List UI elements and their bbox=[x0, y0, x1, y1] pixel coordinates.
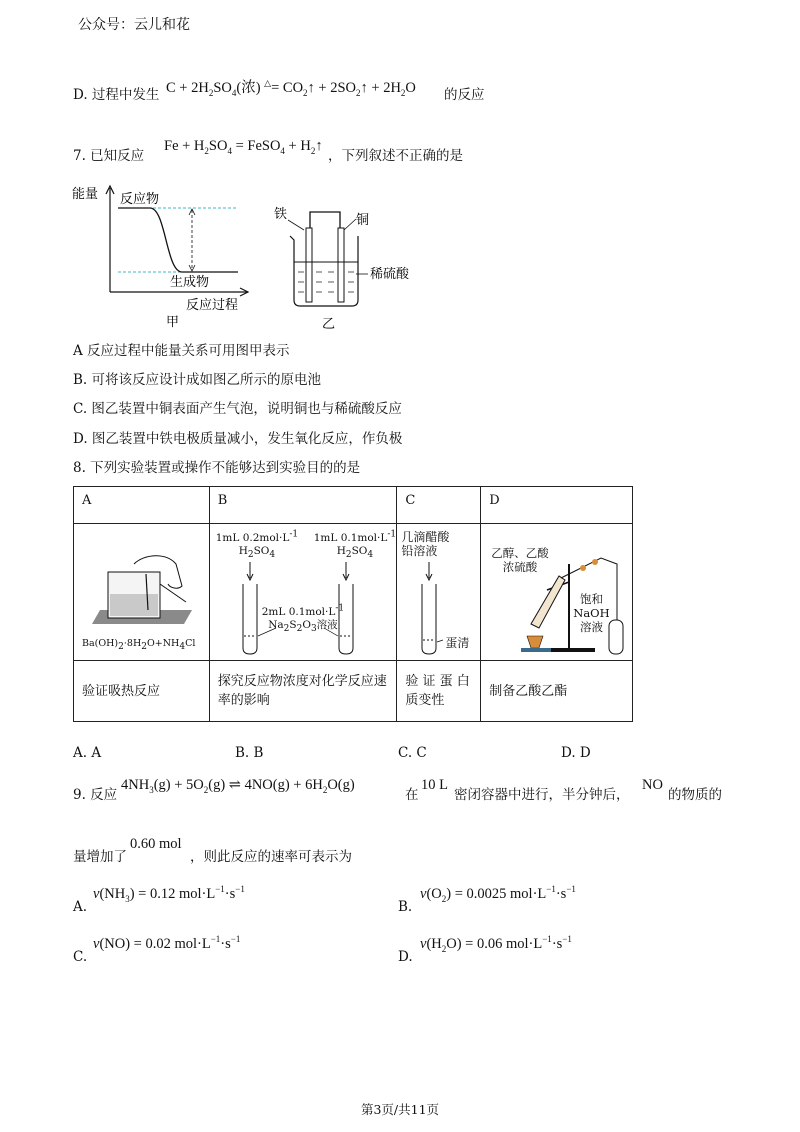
q7-equation: $Fe + H_2SO_4$ = FeSO$_4$ + $H_2↑$ bbox=[164, 138, 323, 156]
q9-option-a-label[interactable]: A. bbox=[73, 899, 88, 915]
q6-option-d-equation: $C + 2H_2SO_4$(浓) $^\triangle= CO_2↑$ + $2SO_2↑ + 2H_2O$ bbox=[166, 78, 416, 98]
dilute-sulfuric-acid-label: 稀硫酸 bbox=[370, 267, 410, 282]
galvanic-cell-yi bbox=[270, 200, 420, 332]
ester-apparatus-icon bbox=[481, 524, 633, 660]
q7-option-d[interactable]: D. 图乙装置中铁电极质量减小，发生氧化反应，作负极 bbox=[73, 431, 403, 447]
q8-header-a: A bbox=[74, 487, 210, 524]
q9-option-c[interactable]: v(NO) = 0.02 $mol\cdot L^{-1}\cdot s^{-1}$ bbox=[93, 934, 241, 952]
test-tube-left bbox=[243, 584, 257, 654]
q9-option-d[interactable]: $v(H_2O) = 0.06$ $mol\cdot L^{-1}\cdot s^{-1}$ bbox=[420, 934, 572, 954]
q8-caption-a: 验证吸热反应 bbox=[74, 661, 210, 722]
q8-c-egg-white: 蛋清 bbox=[445, 636, 470, 650]
q9-option-d-label[interactable]: D. bbox=[398, 949, 413, 965]
q8-caption-c: 验 证 蛋 白 质变性 bbox=[397, 661, 481, 722]
q9-volume: 10 L bbox=[421, 777, 448, 793]
figure-yi-caption: 乙 bbox=[322, 317, 336, 332]
q8-option-b[interactable]: B. B bbox=[235, 745, 264, 761]
q9-amount: 0.60 mol bbox=[130, 836, 182, 852]
q8-image-b bbox=[209, 524, 397, 661]
q9-option-b-label[interactable]: B. bbox=[398, 899, 413, 915]
copper-label: 铜 bbox=[356, 213, 370, 228]
q8-image-a bbox=[74, 524, 210, 661]
q8-table bbox=[73, 486, 633, 722]
q8-image-c bbox=[397, 524, 481, 661]
q7-option-b[interactable]: B. 可将该反应设计成如图乙所示的原电池 bbox=[73, 372, 322, 388]
q9-mid3: 的物质的 bbox=[668, 787, 722, 803]
q7-option-a[interactable]: A 反应过程中能量关系可用图甲表示 bbox=[73, 343, 290, 359]
q9-species: NO bbox=[642, 777, 663, 793]
q8-option-a[interactable]: A. A bbox=[73, 745, 102, 761]
q9-option-c-label[interactable]: C. bbox=[73, 949, 88, 965]
q8-d-reagents: 乙醇、乙酸 浓硫酸 bbox=[491, 546, 549, 574]
q9-line2-suffix: ，则此反应的速率可表示为 bbox=[190, 849, 352, 865]
q8-b-right-reagent: 1mL $0.1mol\cdot L^{-1}$ $H_2SO_4$ bbox=[313, 529, 397, 561]
copper-electrode bbox=[338, 228, 344, 302]
q6-option-d-label: D. 过程中发生 bbox=[73, 87, 160, 103]
q9-option-b[interactable]: $v(O_2) = 0.0025$ $mol\cdot L^{-1}\cdot s^{-1}$ bbox=[420, 884, 576, 904]
q8-header-b: B bbox=[209, 487, 397, 524]
q9-option-a[interactable]: $v(NH_3) = 0.12$ $mol\cdot L^{-1}\cdot s^{-1}$ bbox=[93, 884, 245, 904]
energy-curve bbox=[118, 208, 238, 272]
q9-line2-prefix: 量增加了 bbox=[73, 849, 127, 865]
q8-b-mid-reagent: 2mL $0.1mol\cdot L^{-1}$ $Na_2S_2O_3$溶液 bbox=[261, 603, 345, 635]
q8-option-d[interactable]: D. D bbox=[561, 745, 591, 761]
q8-option-c[interactable]: C. C bbox=[398, 745, 427, 761]
q9-mid2: 密闭容器中进行，半分钟后， bbox=[454, 787, 630, 803]
q8-header-d: D bbox=[481, 487, 633, 524]
q9-equation: $4NH_3(g) + 5O_2(g)$ ⇌ $4NO(g) + 6H_2O(g)$ bbox=[121, 777, 355, 795]
iron-label: 铁 bbox=[274, 207, 288, 222]
q8-c-reagent: 几滴醋酸 铅溶液 bbox=[401, 530, 450, 558]
q8-a-reagent: $Ba(OH)_2\cdot 8H_2O+NH_4Cl$ bbox=[82, 638, 196, 652]
page-number: 第3页/共11页 bbox=[360, 1102, 440, 1117]
reaction-progress-label: 反应过程 bbox=[186, 298, 239, 313]
energy-diagram-jia bbox=[70, 182, 260, 332]
product-label: 生成物 bbox=[170, 275, 210, 290]
q8-image-d bbox=[481, 524, 633, 661]
figure-jia-caption: 甲 bbox=[166, 315, 180, 330]
q9-mid1: 在 bbox=[405, 787, 419, 803]
test-tube-c bbox=[422, 584, 436, 654]
wire bbox=[310, 212, 340, 228]
q8-caption-b: 探究反应物浓度对化学反应速率的影响 bbox=[209, 661, 397, 722]
q7-option-c[interactable]: C. 图乙装置中铜表面产生气泡，说明铜也与稀硫酸反应 bbox=[73, 401, 402, 417]
q7-stem-prefix: 7. 已知反应 bbox=[73, 148, 145, 164]
q6-option-d-suffix: 的反应 bbox=[444, 87, 485, 103]
q8-caption-d: 制备乙酸乙酯 bbox=[481, 661, 633, 722]
iron-electrode bbox=[306, 228, 312, 302]
account-header: 公众号：云儿和花 bbox=[78, 17, 190, 33]
q8-stem: 8. 下列实验装置或操作不能够达到实验目的的是 bbox=[73, 460, 361, 476]
q8-b-left-reagent: 1mL $0.2mol\cdot L^{-1}$ $H_2SO_4$ bbox=[215, 529, 299, 561]
reactant-label: 反应物 bbox=[120, 192, 160, 207]
energy-axis-label: 能量 bbox=[72, 187, 99, 202]
beaker bbox=[290, 236, 358, 306]
q8-header-c: C bbox=[397, 487, 481, 524]
q8-d-naoh: 饱和 NaOH 溶液 bbox=[573, 592, 610, 634]
q7-stem-suffix: ，下列叙述不正确的是 bbox=[328, 148, 463, 164]
q9-prefix: 9. 反应 bbox=[73, 787, 118, 803]
